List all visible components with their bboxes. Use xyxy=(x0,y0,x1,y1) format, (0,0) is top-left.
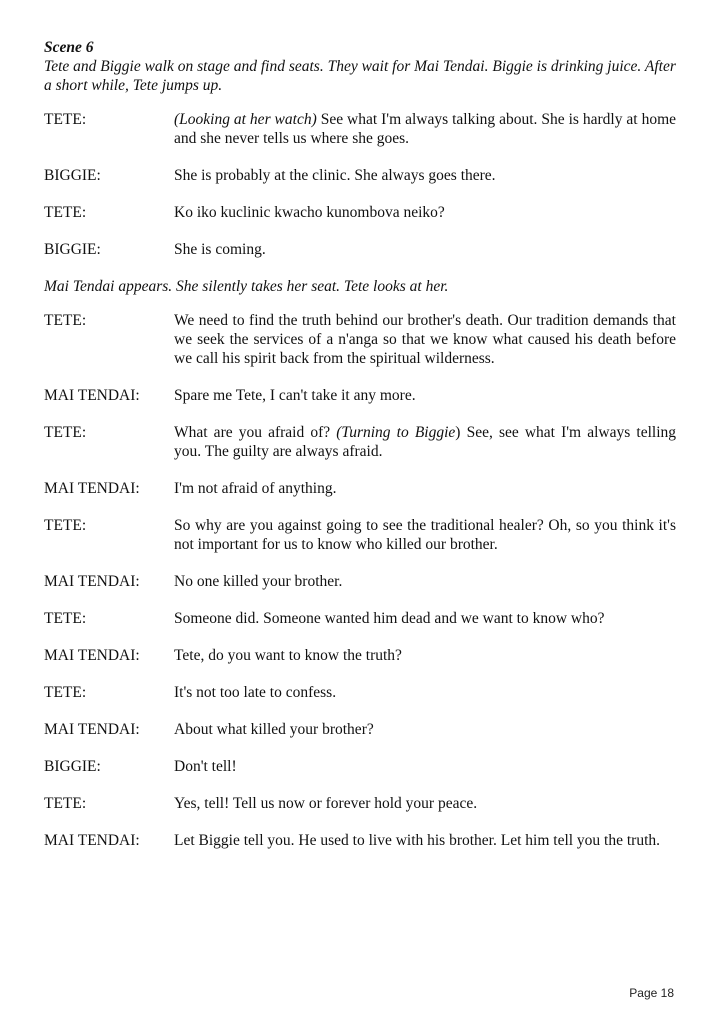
speaker-name: MAI TENDAI: xyxy=(44,387,140,404)
dialogue-line xyxy=(44,572,676,591)
speaker-name: MAI TENDAI: xyxy=(44,647,140,664)
speaker-name: MAI TENDAI: xyxy=(44,832,140,849)
dialogue-line xyxy=(44,683,676,702)
speech-text: I'm not afraid of anything. xyxy=(174,480,337,497)
speech-text: Yes, tell! Tell us now or forever hold your peace. xyxy=(174,795,478,812)
speaker-name: MAI TENDAI: xyxy=(44,480,140,497)
speaker-name: BIGGIE: xyxy=(44,758,101,775)
speaker-name: TETE: xyxy=(44,684,87,701)
speaker-name: BIGGIE: xyxy=(44,167,101,184)
speech-text xyxy=(174,110,676,148)
speech-text: It's not too late to confess. xyxy=(174,684,337,701)
speech-text-body: See what I'm always talking about. She is hardly at home and she never tells us where she goes. xyxy=(174,111,677,147)
speech-text: No one killed your brother. xyxy=(174,573,343,590)
speech-text: She is coming. xyxy=(174,241,266,258)
dialogue-line xyxy=(44,311,676,368)
dialogue-line xyxy=(44,386,676,405)
dialogue-line xyxy=(44,166,676,185)
speech-text: She is probably at the clinic. She always goes there. xyxy=(174,167,496,184)
dialogue-line xyxy=(44,757,676,776)
speech-text: Someone did. Someone wanted him dead and we want to know who? xyxy=(174,610,605,627)
speech-text-before: What are you afraid of? xyxy=(174,424,337,441)
speaker-name: TETE: xyxy=(44,795,87,812)
scene-title: Scene 6 xyxy=(44,39,94,56)
dialogue-line xyxy=(44,516,676,554)
speaker-name: TETE: xyxy=(44,424,87,441)
dialogue-line xyxy=(44,720,676,739)
speaker-name: TETE: xyxy=(44,111,87,128)
speech-text: Don't tell! xyxy=(174,758,237,775)
dialogue-line xyxy=(44,423,676,461)
speech-text xyxy=(174,423,676,461)
dialogue-line xyxy=(44,831,676,850)
speaker-name: BIGGIE: xyxy=(44,241,101,258)
speaker-name: TETE: xyxy=(44,204,87,221)
speech-text: Spare me Tete, I can't take it any more. xyxy=(174,387,416,404)
speaker-name: TETE: xyxy=(44,517,87,534)
speech-text: Let Biggie tell you. He used to live with his brother. Let him tell you the truth. xyxy=(174,832,661,849)
speech-text: Ko iko kuclinic kwacho kunombova neiko? xyxy=(174,204,445,221)
dialogue-line xyxy=(44,240,676,259)
speaker-name: MAI TENDAI: xyxy=(44,721,140,738)
inline-stage-direction: (Looking at her watch) xyxy=(174,111,317,128)
page-number: Page 18 xyxy=(629,986,674,1000)
speech-text: About what killed your brother? xyxy=(174,721,374,738)
speech-text: So why are you against going to see the traditional healer? Oh, so you think it's not important for us to know who killed our brother. xyxy=(174,517,676,553)
speech-text: Tete, do you want to know the truth? xyxy=(174,647,402,664)
speech-text-after: ) See, see what I'm always telling you. The guilty are always afraid. xyxy=(174,424,676,460)
dialogue-line xyxy=(44,110,676,148)
dialogue-line xyxy=(44,203,676,222)
script-page xyxy=(44,38,676,868)
speaker-name: TETE: xyxy=(44,312,87,329)
dialogue-line xyxy=(44,479,676,498)
opening-stage-direction: Tete and Biggie walk on stage and find seats. They wait for Mai Tendai. Biggie is drinking juice. After a short while, Tete jumps up. xyxy=(44,58,676,94)
dialogue-line xyxy=(44,794,676,813)
dialogue-line xyxy=(44,646,676,665)
dialogue-line xyxy=(44,609,676,628)
speech-text: We need to find the truth behind our brother's death. Our tradition demands that we seek the services of a n'anga so that we know what caused his death before we call his spirit back from the spiritual wilderness. xyxy=(174,312,676,367)
speaker-name: MAI TENDAI: xyxy=(44,573,140,590)
stage-direction: Mai Tendai appears. She silently takes her seat. Tete looks at her. xyxy=(44,278,449,295)
inline-stage-direction: (Turning to Biggie xyxy=(336,424,456,441)
speaker-name: TETE: xyxy=(44,610,87,627)
